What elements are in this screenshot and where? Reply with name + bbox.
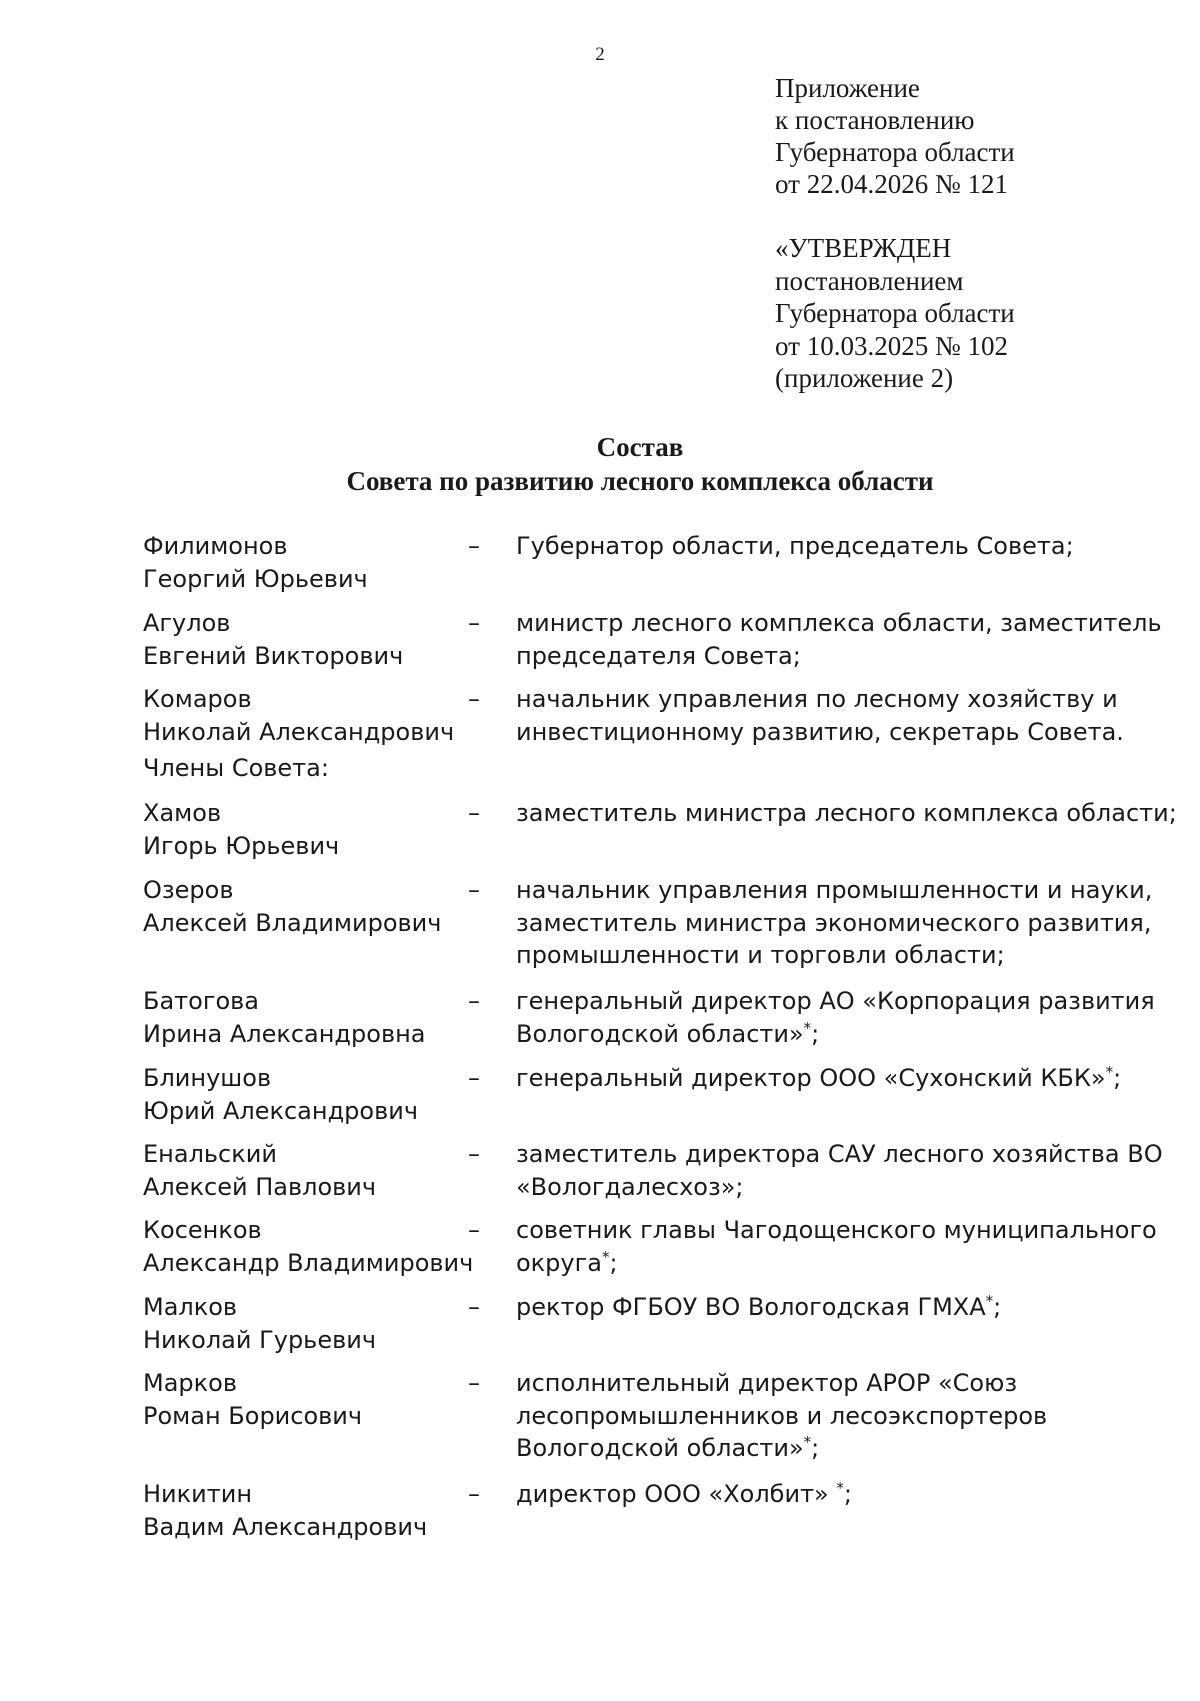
dash-separator: – (468, 987, 480, 1015)
approved-line: (приложение 2) (775, 363, 954, 393)
appendix-line: к постановлению (775, 105, 975, 135)
position-line: генеральный директор ООО «Сухонский КБК»*; (516, 1063, 1122, 1092)
member-surname: Филимонов (143, 532, 288, 560)
dash-separator: – (468, 685, 480, 713)
member-name (143, 797, 473, 862)
member-name (143, 1478, 473, 1543)
member-given-name: Алексей Владимирович (143, 908, 442, 937)
member-surname: Комаров (143, 685, 252, 713)
footnote-asterisk: * (1105, 1063, 1114, 1081)
position-line: заместитель директора САУ лесного хозяйства ВО (516, 1140, 1163, 1168)
title-line-1: Состав (596, 432, 684, 462)
position-line: начальник управления по лесному хозяйству и (516, 685, 1118, 713)
member-position (516, 985, 1156, 1050)
dash-separator: – (468, 609, 480, 637)
position-line: генеральный директор АО «Корпорация развития (516, 987, 1155, 1015)
member-surname: Косенков (143, 1216, 262, 1244)
member-surname: Агулов (143, 609, 231, 637)
member-surname: Батогова (143, 987, 259, 1015)
member-position (516, 1214, 1156, 1279)
members-section-label: Члены Совета: (143, 754, 329, 782)
member-given-name: Евгений Викторович (143, 641, 404, 670)
position-line: министр лесного комплекса области, заместитель (516, 609, 1162, 637)
member-name (143, 530, 473, 595)
member-surname: Озеров (143, 876, 234, 904)
member-given-name: Ирина Александровна (143, 1019, 426, 1048)
member-name (143, 607, 473, 672)
position-line: лесопромышленников и лесоэкспортеров (516, 1401, 1048, 1430)
position-line: округа*; (516, 1247, 618, 1277)
approval-stamp-text (775, 232, 1015, 395)
position-line: заместитель министра лесного комплекса области; (516, 799, 1177, 827)
footnote-asterisk: * (985, 1292, 994, 1310)
member-given-name: Николай Александрович (143, 717, 455, 746)
member-surname: Хамов (143, 799, 222, 827)
approved-line: «УТВЕРЖДЕН (775, 233, 952, 263)
member-surname: Блинушов (143, 1064, 272, 1092)
member-name (143, 1214, 473, 1279)
dash-separator: – (468, 1064, 480, 1092)
page-number: 2 (595, 44, 605, 65)
dash-separator: – (468, 1480, 480, 1508)
member-position (516, 797, 1177, 830)
member-position (516, 530, 1156, 563)
position-line: Вологодской области»*; (516, 1433, 820, 1462)
document-title (0, 430, 1200, 498)
position-line: заместитель министра экономического развития, (516, 908, 1152, 937)
position-line: исполнительный директор АРОР «Союз (516, 1369, 1018, 1397)
member-surname: Малков (143, 1293, 238, 1321)
position-line: директор ООО «Холбит» *; (516, 1479, 852, 1508)
member-position (516, 683, 1156, 748)
position-line: ректор ФГБОУ ВО Вологодская ГМХА*; (516, 1292, 1002, 1321)
member-name (143, 1138, 473, 1203)
footnote-asterisk: * (803, 1018, 812, 1037)
position-line: председателя Совета; (516, 641, 801, 670)
member-given-name: Георгий Юрьевич (143, 564, 368, 593)
dash-separator: – (468, 876, 480, 904)
member-name (143, 1291, 473, 1356)
position-line: советник главы Чагодощенского муниципального (516, 1216, 1157, 1244)
approved-line: Губернатора области (775, 298, 1015, 328)
member-given-name: Юрий Александрович (143, 1096, 419, 1125)
member-position (516, 1478, 1156, 1511)
approved-line: постановлением (775, 265, 964, 296)
member-surname: Никитин (143, 1480, 253, 1508)
member-position (516, 874, 1156, 972)
member-given-name: Вадим Александрович (143, 1512, 428, 1541)
dash-separator: – (468, 532, 480, 560)
approved-line: от 10.03.2025 № 102 (775, 330, 1008, 361)
footnote-asterisk: * (836, 1479, 844, 1497)
dash-separator: – (468, 1140, 480, 1168)
member-name (143, 683, 473, 748)
member-position (516, 1062, 1156, 1095)
dash-separator: – (468, 1216, 480, 1244)
appendix-line: от 22.04.2026 № 121 (775, 169, 1008, 199)
member-name (143, 1062, 473, 1127)
position-line: «Вологдалесхоз»; (516, 1172, 744, 1201)
title-line-2: Совета по развитию лесного комплекса области (346, 466, 934, 496)
member-given-name: Игорь Юрьевич (143, 831, 340, 860)
member-given-name: Роман Борисович (143, 1401, 363, 1430)
member-name (143, 874, 473, 939)
member-surname: Марков (143, 1369, 237, 1397)
position-line: начальник управления промышленности и науки, (516, 876, 1153, 904)
member-given-name: Алексей Павлович (143, 1172, 377, 1201)
member-name (143, 1367, 473, 1432)
member-position (516, 1291, 1156, 1324)
appendix-reference (775, 72, 1015, 200)
member-given-name: Николай Гурьевич (143, 1325, 377, 1354)
member-name (143, 985, 473, 1050)
member-position (516, 1367, 1156, 1465)
dash-separator: – (468, 1369, 480, 1397)
appendix-line: Приложение (775, 73, 920, 103)
member-position (516, 1138, 1163, 1203)
position-line: промышленности и торговли области; (516, 941, 1005, 969)
position-line: Губернатор области, председатель Совета; (516, 532, 1074, 560)
dash-separator: – (468, 1293, 480, 1321)
position-line: инвестиционному развитию, секретарь Совета. (516, 717, 1124, 746)
position-line: Вологодской области»*; (516, 1018, 820, 1048)
footnote-asterisk: * (601, 1247, 610, 1266)
footnote-asterisk: * (803, 1433, 812, 1451)
member-position (516, 607, 1162, 672)
appendix-line: Губернатора области (775, 137, 1015, 167)
dash-separator: – (468, 799, 480, 827)
member-surname: Енальский (143, 1140, 277, 1168)
member-given-name: Александр Владимирович (143, 1248, 474, 1277)
